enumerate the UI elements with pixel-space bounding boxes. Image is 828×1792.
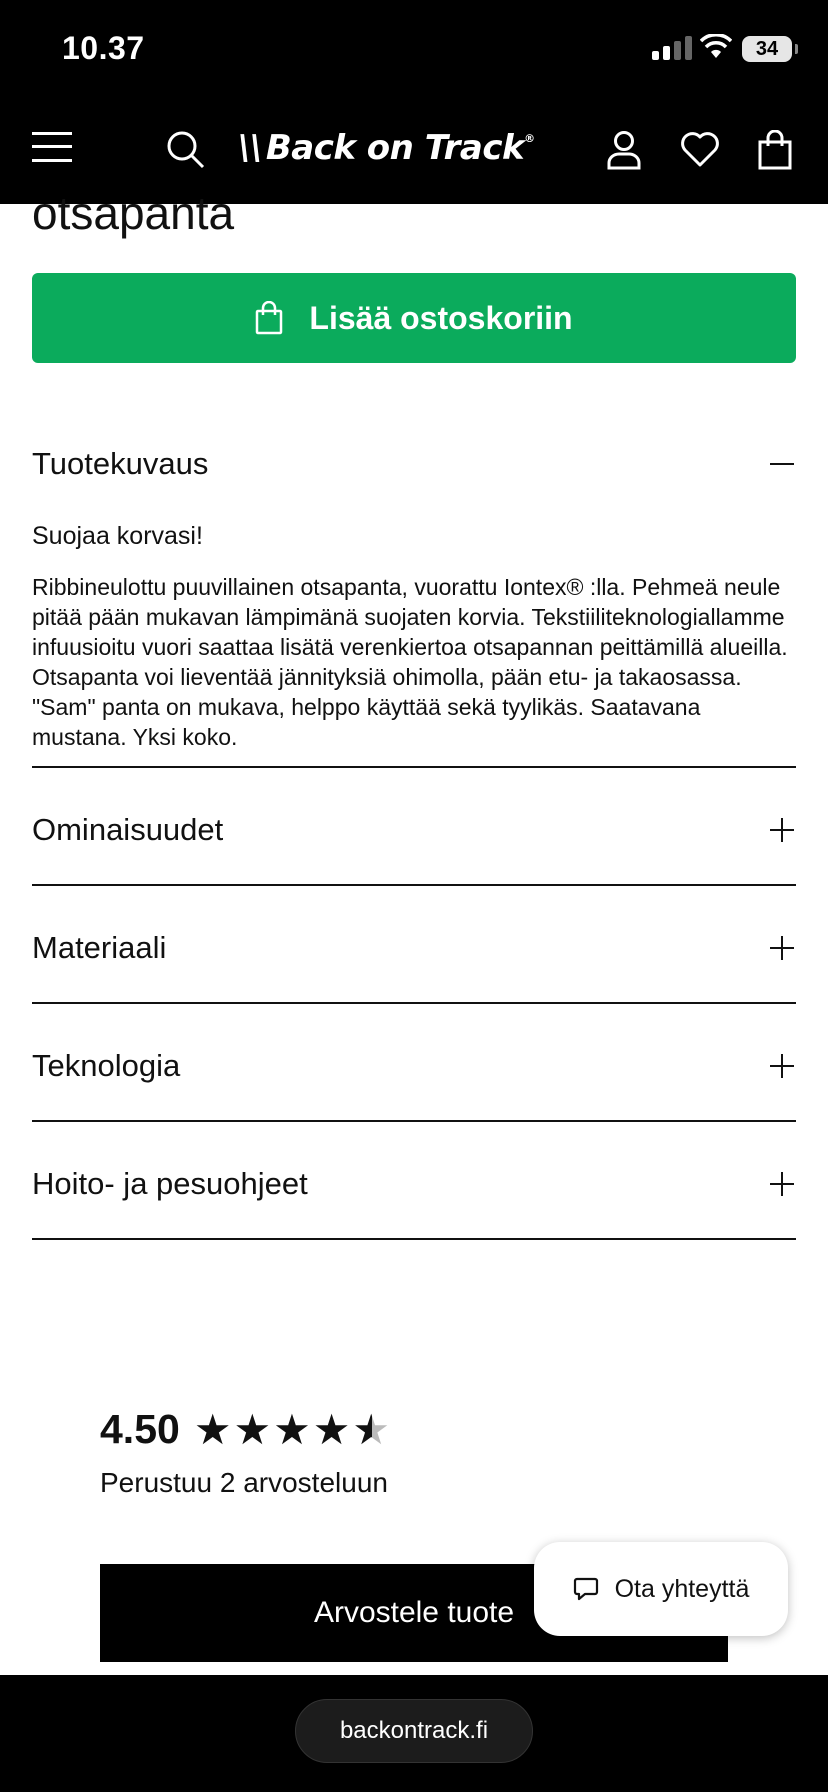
accordion-title: Teknologia [32, 1048, 181, 1083]
add-to-cart-label: Lisää ostoskoriin [309, 299, 573, 336]
accordion-features-header[interactable] [32, 812, 796, 848]
logo-mark-icon: \\ [238, 128, 262, 168]
review-count: Perustuu 2 arvosteluun [100, 1467, 388, 1498]
plus-icon [768, 1170, 796, 1198]
accordion-material-header[interactable] [32, 930, 796, 966]
accordion-title: Materiaali [32, 930, 167, 965]
status-time: 10.37 [62, 30, 145, 66]
divider [32, 766, 796, 768]
product-title: otsapanta [32, 187, 235, 239]
wifi-icon [700, 34, 732, 60]
minus-icon [768, 450, 796, 478]
brand-logo[interactable]: \\ Back on Track® [238, 128, 535, 168]
description-subtitle: Suojaa korvasi! [32, 522, 203, 550]
accordion-care-header[interactable] [32, 1166, 796, 1202]
rating-score: 4.50 [100, 1406, 180, 1452]
add-to-cart-button[interactable] [32, 273, 796, 363]
cellular-signal-icon [652, 36, 692, 60]
accordion-technology-header[interactable] [32, 1048, 796, 1084]
accordion-title: Hoito- ja pesuohjeet [32, 1166, 308, 1201]
description-body: Ribbineulottu puuvillainen otsapanta, vuorattu Iontex® :lla. Pehmeä neule pitää pään mukavan lämpimänä suojaten korvia. Tekstiiliteknologiallamme infuusioitu vuori saattaa lisätä verenkiertoa otsapannan peittämillä alueilla. Otsapanta voi lieventää jännityksiä ohimolla, pään etu- ja takaosassa. "Sam" panta on mukava, helppo käyttää sekä tyylikäs. Saatavana mustana. Yksi koko. [32, 574, 788, 750]
divider [32, 1002, 796, 1004]
plus-icon [768, 1052, 796, 1080]
wishlist-heart-icon[interactable] [680, 130, 720, 168]
plus-icon [768, 934, 796, 962]
rating-summary [100, 1405, 392, 1454]
search-icon[interactable] [166, 130, 206, 170]
divider [32, 884, 796, 886]
contact-button[interactable] [534, 1542, 788, 1636]
browser-bottom-bar [0, 1675, 828, 1792]
battery-icon: 34 [742, 36, 792, 62]
divider [32, 1238, 796, 1240]
accordion-title: Tuotekuvaus [32, 446, 209, 481]
address-bar[interactable]: backontrack.fi [295, 1699, 533, 1763]
account-icon[interactable] [606, 130, 642, 170]
shopping-bag-icon[interactable] [758, 130, 792, 170]
accordion-title: Ominaisuudet [32, 812, 224, 847]
shopping-bag-icon [255, 301, 283, 335]
accordion-description-header[interactable] [32, 446, 796, 482]
divider [32, 1120, 796, 1122]
contact-label: Ota yhteyttä [614, 1574, 750, 1603]
star-rating-icon: ★★★★★ [193, 1406, 393, 1453]
plus-icon [768, 816, 796, 844]
write-review-button[interactable]: Arvostele tuote [100, 1564, 728, 1662]
status-bar [0, 0, 828, 100]
menu-icon[interactable] [32, 130, 72, 164]
chat-bubble-icon [573, 1576, 599, 1602]
